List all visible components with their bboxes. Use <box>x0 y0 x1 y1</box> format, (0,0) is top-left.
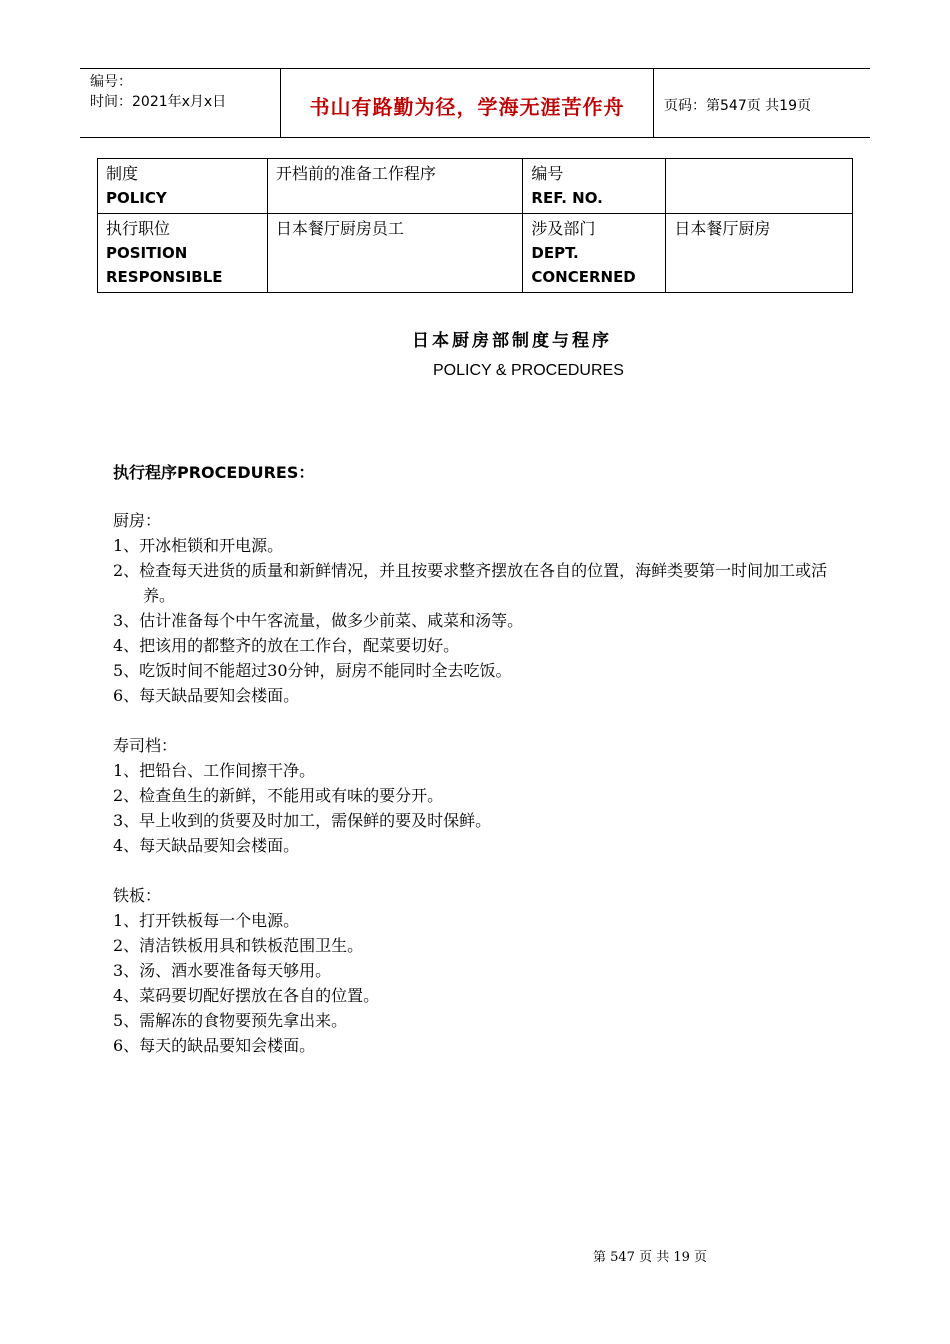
header-motto-cell <box>281 69 654 137</box>
table-row <box>98 159 853 214</box>
list-item: 1、打开铁板每一个电源。 <box>113 911 300 930</box>
list-item: 4、每天缺品要知会楼面。 <box>113 836 300 855</box>
list-item: 5、吃饭时间不能超过30分钟，厨房不能同时全去吃饭。 <box>113 661 512 680</box>
policy-info-table <box>97 158 853 293</box>
ref-label-en: REF. NO. <box>531 189 603 207</box>
section-teppan <box>113 883 848 1058</box>
list-item: 2、检查每天进货的质量和新鲜情况，并且按要求整齐摆放在各自的位置，海鲜类要第一时间加工或活养。 <box>113 561 828 605</box>
table-row <box>98 214 853 293</box>
page-info: 页码：第547页 共19页 <box>664 98 811 114</box>
list-item: 4、把该用的都整齐的放在工作台，配菜要切好。 <box>113 636 460 655</box>
policy-value: 开档前的准备工作程序 <box>275 164 436 183</box>
list-item: 3、估计准备每个中午客流量，做多少前菜、咸菜和汤等。 <box>113 611 524 630</box>
section-heading: 厨房： <box>113 511 162 530</box>
list-item: 1、把铅台、工作间擦干净。 <box>113 761 316 780</box>
page-footer: 第 547 页 共 19 页 <box>593 1250 708 1265</box>
page-title-cn: 日本厨房部制度与程序 <box>412 331 612 351</box>
position-value-cell <box>267 214 522 293</box>
section-sushi <box>113 733 848 858</box>
policy-label-cn: 制度 <box>106 164 139 183</box>
policy-label-en: POLICY <box>106 189 167 207</box>
dept-value-cell <box>666 214 853 293</box>
dept-label-en: DEPT. <box>531 244 579 262</box>
position-label-cn: 执行职位 <box>106 219 171 238</box>
list-item: 6、每天缺品要知会楼面。 <box>113 686 300 705</box>
dept-value: 日本餐厅厨房 <box>674 219 771 238</box>
ref-label-cell <box>523 159 666 214</box>
dept-label-cn: 涉及部门 <box>531 219 596 238</box>
header-page-cell <box>654 69 870 137</box>
position-label-en-2: RESPONSIBLE <box>106 268 223 286</box>
list-item: 5、需解冻的食物要预先拿出来。 <box>113 1011 348 1030</box>
page-title-en: POLICY & PROCEDURES <box>433 362 624 379</box>
list-item: 1、开冰柜锁和开电源。 <box>113 536 284 555</box>
dept-label-en-2: CONCERNED <box>531 268 636 286</box>
procedures-heading: 执行程序PROCEDURES： <box>113 463 315 482</box>
list-item: 2、检查鱼生的新鲜，不能用或有味的要分开。 <box>113 786 444 805</box>
section-kitchen <box>113 508 848 708</box>
list-item: 4、菜码要切配好摆放在各自的位置。 <box>113 986 380 1005</box>
section-heading: 铁板： <box>113 886 162 905</box>
policy-value-cell <box>267 159 522 214</box>
motto-text: 书山有路勤为径，学海无涯苦作舟 <box>309 95 625 119</box>
ref-label-cn: 编号 <box>531 164 564 183</box>
list-item: 6、每天的缺品要知会楼面。 <box>113 1036 316 1055</box>
document-date: 时间：2021年x月x日 <box>90 94 227 110</box>
list-item: 2、清洁铁板用具和铁板范围卫生。 <box>113 936 364 955</box>
header-left-cell <box>80 69 281 137</box>
dept-label-cell <box>523 214 666 293</box>
policy-label-cell <box>98 159 268 214</box>
procedures-body <box>113 508 848 1083</box>
list-item: 3、汤、酒水要准备每天够用。 <box>113 961 332 980</box>
ref-value-cell <box>666 159 853 214</box>
list-item: 3、早上收到的货要及时加工，需保鲜的要及时保鲜。 <box>113 811 492 830</box>
section-heading: 寿司档： <box>113 736 178 755</box>
page-header <box>80 68 870 138</box>
position-value: 日本餐厅厨房员工 <box>275 219 404 238</box>
document-number-label: 编号： <box>90 74 132 90</box>
position-label-en: POSITION <box>106 244 188 262</box>
position-label-cell <box>98 214 268 293</box>
